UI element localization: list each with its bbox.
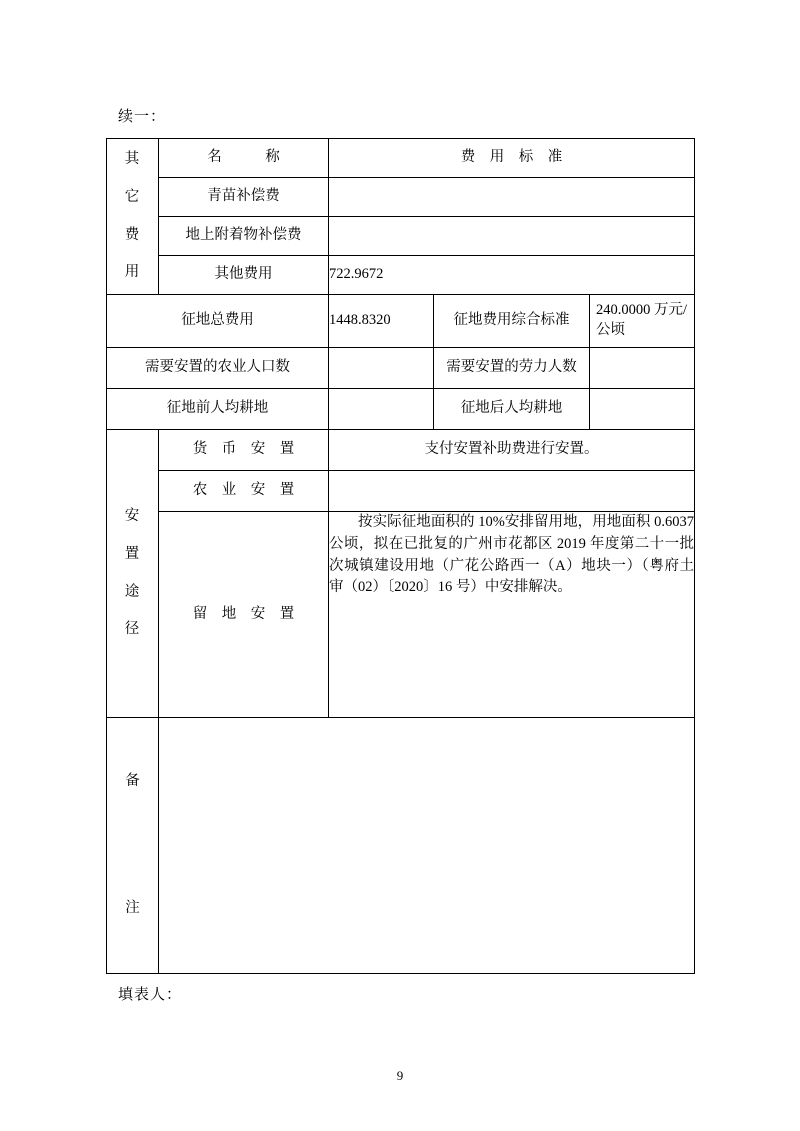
- table-row: [107, 430, 695, 471]
- vertical-char-1: 安: [124, 508, 141, 525]
- page-number: 9: [396, 1068, 404, 1083]
- remarks-value: [159, 718, 695, 974]
- table-row: [107, 389, 695, 430]
- table-row: [107, 217, 695, 256]
- table-row: [107, 256, 695, 295]
- vertical-char-4: 用: [124, 264, 141, 281]
- vertical-char-3: 途: [124, 583, 141, 600]
- agri-population-label: 需要安置的农业人口数: [107, 348, 329, 389]
- form-table: [106, 138, 695, 974]
- table-row: [107, 471, 695, 512]
- vertical-char-4: 径: [124, 621, 141, 638]
- table-row: [107, 178, 695, 217]
- land-acquisition-form: [106, 138, 694, 974]
- table-row: [107, 348, 695, 389]
- fee-value-other: 722.9672: [329, 256, 695, 295]
- per-capita-before-value: [329, 389, 434, 430]
- fee-name-young-crops: 青苗补偿费: [159, 178, 329, 217]
- comprehensive-standard-value: 240.0000 万元/公顷: [590, 295, 695, 348]
- per-capita-before-label: 征地前人均耕地: [107, 389, 329, 430]
- vertical-char-1: 其: [124, 151, 141, 168]
- fee-name-attachments: 地上附着物补偿费: [159, 217, 329, 256]
- resettlement-value-monetary: 支付安置补助费进行安置。: [329, 430, 695, 471]
- vertical-char-3: 费: [124, 226, 141, 243]
- table-row: [107, 718, 695, 974]
- other-fees-vertical-label: [107, 139, 159, 295]
- filler-label: 填表人：: [118, 987, 183, 1003]
- labor-count-label: 需要安置的劳力人数: [434, 348, 590, 389]
- total-cost-value: 1448.8320: [329, 295, 434, 348]
- comprehensive-standard-label: 征地费用综合标准: [434, 295, 590, 348]
- resettlement-value-land-reserve: [329, 512, 695, 718]
- agri-population-value: [329, 348, 434, 389]
- total-cost-label: 征地总费用: [107, 295, 329, 348]
- resettlement-name-land-reserve: 留 地 安 置: [159, 512, 329, 718]
- resettlement-paragraph: 按实际征地面积的 10%安排留用地，用地面积 0.6037 公顷，拟在已批复的广州市花都区 2019 年度第二十一批次城镇建设用地（广花公路西一（A）地块一）（粤府土审（02）〔2020〕16 号）中安排解决。: [329, 514, 695, 596]
- header-standard: 费 用 标 准: [329, 139, 695, 178]
- header-name: 名 称: [159, 139, 329, 178]
- remarks-char-2: 注: [125, 900, 140, 916]
- vertical-char-2: 置: [124, 545, 141, 562]
- resettlement-vertical-label: [107, 430, 159, 718]
- resettlement-name-monetary: 货 币 安 置: [159, 430, 329, 471]
- resettlement-name-agricultural: 农 业 安 置: [159, 471, 329, 512]
- vertical-char-2: 它: [124, 188, 141, 205]
- fee-value-attachments: [329, 217, 695, 256]
- table-row: [107, 139, 695, 178]
- table-row: [107, 295, 695, 348]
- resettlement-value-agricultural: [329, 471, 695, 512]
- continued-label: 续一：: [118, 109, 167, 125]
- remarks-label: [107, 718, 159, 974]
- remarks-char-1: 备: [125, 773, 140, 790]
- fee-value-young-crops: [329, 178, 695, 217]
- table-row: [107, 512, 695, 718]
- fee-name-other: 其他费用: [159, 256, 329, 295]
- per-capita-after-value: [590, 389, 695, 430]
- labor-count-value: [590, 348, 695, 389]
- per-capita-after-label: 征地后人均耕地: [434, 389, 590, 430]
